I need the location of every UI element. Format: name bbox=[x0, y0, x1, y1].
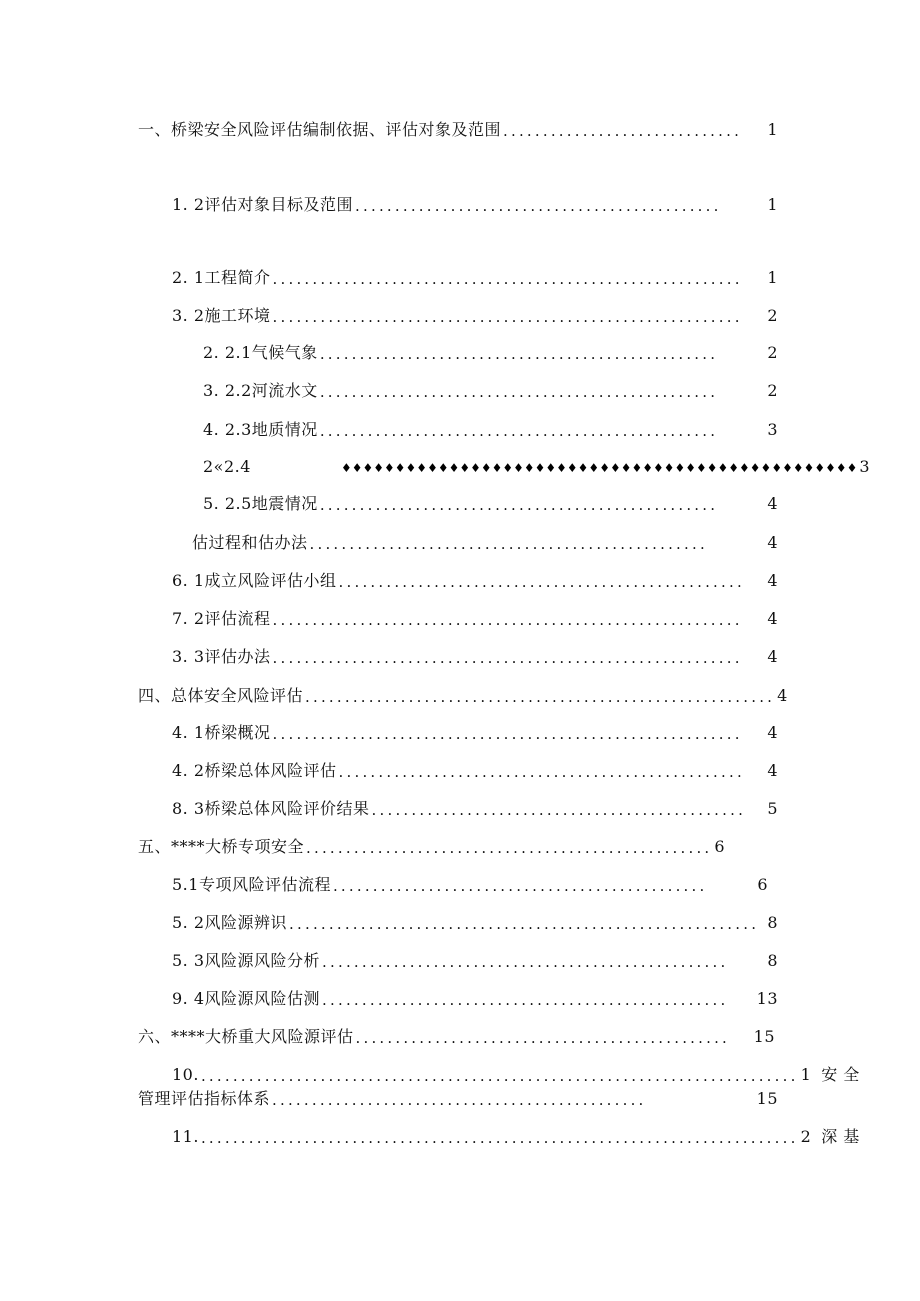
toc-entry-leader: ........................................................... bbox=[272, 649, 743, 667]
toc-entry-page: 4 bbox=[777, 686, 788, 705]
toc-entry-label: 六、****大桥重大风险源评估 bbox=[138, 1027, 354, 1046]
toc-entry-page: 5 bbox=[767, 799, 778, 818]
toc-entry-continuation: 安全 bbox=[821, 1065, 866, 1084]
toc-entry-leader: ........................................................... bbox=[272, 611, 743, 629]
toc-entry[interactable] bbox=[172, 266, 778, 290]
toc-entry-leader: .................................................. bbox=[319, 345, 719, 363]
toc-entry-leader: .................................................. bbox=[319, 422, 719, 440]
toc-entry-page: 3 bbox=[767, 420, 778, 439]
toc-entry[interactable] bbox=[138, 835, 726, 859]
toc-entry-label: 2. 2.1气候气象 bbox=[203, 343, 318, 362]
toc-entry[interactable] bbox=[138, 684, 788, 708]
toc-entry-page: 8 bbox=[767, 913, 778, 932]
toc-entry-leader: ........................................................... bbox=[272, 725, 743, 743]
toc-entry[interactable] bbox=[172, 797, 778, 821]
toc-entry-page: 4 bbox=[767, 571, 778, 590]
toc-entry-leader: .................................................. bbox=[319, 383, 719, 401]
toc-entry-page: 1 bbox=[767, 268, 778, 287]
toc-entry-label: 2. 1工程简介 bbox=[172, 268, 271, 287]
toc-entry-label: 5. 2.5地震情况 bbox=[203, 494, 318, 513]
toc-entry-page: 4 bbox=[767, 533, 778, 552]
toc-entry[interactable] bbox=[172, 873, 768, 897]
toc-entry-label: 3. 2施工环境 bbox=[172, 306, 271, 325]
toc-entry-label: 1. 2评估对象目标及范围 bbox=[172, 195, 354, 214]
toc-entry[interactable] bbox=[203, 379, 778, 403]
toc-entry-label: 10. bbox=[172, 1065, 199, 1084]
toc-entry-leader: ................................................... bbox=[338, 763, 745, 781]
toc-entry[interactable] bbox=[138, 1087, 778, 1111]
toc-entry-label: 4. 1桥梁概况 bbox=[172, 723, 271, 742]
toc-entry-label: 5. 3风险源风险分析 bbox=[172, 951, 321, 970]
toc-entry[interactable] bbox=[172, 721, 778, 745]
toc-entry-page: 4 bbox=[767, 609, 778, 628]
toc-entry-page: 2 bbox=[767, 306, 778, 325]
toc-entry-page: 15 bbox=[756, 1089, 778, 1108]
toc-entry-leader: .............................................. bbox=[355, 197, 722, 215]
toc-entry[interactable] bbox=[172, 304, 778, 328]
toc-entry-page: 3 bbox=[859, 457, 871, 476]
toc-entry-continuation: 深基 bbox=[821, 1127, 866, 1146]
toc-entry-page: 1 bbox=[800, 1065, 812, 1084]
toc-entry-label: 五、****大桥专项安全 bbox=[138, 837, 305, 856]
toc-entry-page: 1 bbox=[767, 195, 778, 214]
toc-entry-leader: .................................................. bbox=[309, 535, 708, 553]
toc-entry-label: 3. 2.2河流水文 bbox=[203, 381, 318, 400]
toc-entry-leader: ............................................... bbox=[355, 1029, 731, 1047]
toc-entry-label: 8. 3桥梁总体风险评价结果 bbox=[172, 799, 370, 818]
toc-entry-leader: ................................................... bbox=[322, 953, 729, 971]
toc-entry-label: 4. 2桥梁总体风险评估 bbox=[172, 761, 337, 780]
toc-entry-label: 6. 1成立风险评估小组 bbox=[172, 571, 337, 590]
toc-entry[interactable] bbox=[192, 531, 778, 555]
toc-entry-leader: ................................................... bbox=[322, 991, 729, 1009]
toc-entry-label: 一、桥梁安全风险评估编制依据、评估对象及范围 bbox=[138, 120, 502, 139]
toc-entry-page: 4 bbox=[767, 647, 778, 666]
toc-entry-page: 6 bbox=[714, 837, 726, 856]
toc-entry[interactable] bbox=[203, 341, 778, 365]
toc-entry-page: 2 bbox=[767, 381, 778, 400]
toc-entry-page: 2 bbox=[767, 343, 778, 362]
toc-entry-leader: ............................................... bbox=[371, 801, 747, 819]
toc-entry[interactable] bbox=[203, 418, 778, 442]
toc-entry-page: 13 bbox=[756, 989, 778, 1008]
toc-entry-label: 2«2.4 bbox=[203, 457, 251, 476]
toc-entry-leader: ............................................... bbox=[332, 877, 708, 895]
toc-entry-label: 4. 2.3地质情况 bbox=[203, 420, 318, 439]
toc-entry-label: 四、总体安全风险评估 bbox=[138, 686, 304, 705]
toc-entry-leader: ♦♦♦♦♦♦♦♦♦♦♦♦♦♦♦♦♦♦♦♦♦♦♦♦♦♦♦♦♦♦♦♦♦♦♦♦♦♦♦♦♦♦♦♦♦♦♦♦ bbox=[341, 461, 858, 475]
toc-entry-label: 9. 4风险源风险估测 bbox=[172, 989, 321, 1008]
toc-entry[interactable] bbox=[172, 645, 778, 669]
toc-entry-leader: ................................................... bbox=[306, 839, 713, 857]
toc-entry[interactable] bbox=[203, 492, 778, 516]
toc-entry[interactable] bbox=[172, 1063, 866, 1087]
toc-entry[interactable] bbox=[172, 1125, 866, 1149]
toc-entry-page: 4 bbox=[767, 723, 778, 742]
toc-entry-label: 7. 2评估流程 bbox=[172, 609, 271, 628]
toc-entry-leader: ........................................................... bbox=[272, 308, 743, 326]
toc-entry-page: 6 bbox=[757, 875, 768, 894]
toc-entry-label: 11. bbox=[172, 1127, 199, 1146]
toc-entry[interactable] bbox=[172, 987, 778, 1011]
toc-entry-page: 1 bbox=[767, 120, 778, 139]
toc-entry-label: 估过程和估办法 bbox=[192, 533, 308, 552]
toc-entry-label: 3. 3评估办法 bbox=[172, 647, 271, 666]
toc-entry[interactable] bbox=[172, 911, 778, 935]
toc-entry-leader: ........................................................... bbox=[272, 270, 743, 288]
toc-entry-page: 4 bbox=[767, 494, 778, 513]
toc-entry-leader: ........................................................... bbox=[289, 915, 760, 933]
toc-entry[interactable] bbox=[172, 569, 778, 593]
toc-entry[interactable] bbox=[138, 1025, 775, 1049]
toc-entry-label: 5.1专项风险评估流程 bbox=[172, 875, 331, 894]
toc-entry-page: 4 bbox=[767, 761, 778, 780]
toc-entry[interactable] bbox=[172, 607, 778, 631]
toc-entry[interactable] bbox=[203, 455, 871, 479]
toc-entry-leader: ............................................... bbox=[272, 1091, 647, 1109]
toc-entry[interactable] bbox=[172, 949, 778, 973]
toc-entry-label: 管理评估指标体系 bbox=[138, 1089, 271, 1108]
toc-entry-page: 15 bbox=[753, 1027, 775, 1046]
toc-entry-page: 8 bbox=[767, 951, 778, 970]
toc-entry-leader: .................................................. bbox=[319, 496, 719, 514]
toc-entry-leader: ................................................... bbox=[338, 573, 745, 591]
toc-entry-leader: ........................................................................... bbox=[200, 1129, 799, 1147]
toc-entry-leader: .............................. bbox=[503, 122, 743, 140]
toc-entry-label: 5. 2风险源辨识 bbox=[172, 913, 288, 932]
toc-entry[interactable] bbox=[172, 193, 778, 217]
toc-entry[interactable] bbox=[172, 759, 778, 783]
toc-entry-leader: ........................................................................... bbox=[200, 1067, 799, 1085]
toc-entry[interactable] bbox=[138, 118, 778, 142]
toc-entry-page: 2 bbox=[800, 1127, 812, 1146]
toc-entry-leader: ........................................................... bbox=[305, 688, 776, 706]
